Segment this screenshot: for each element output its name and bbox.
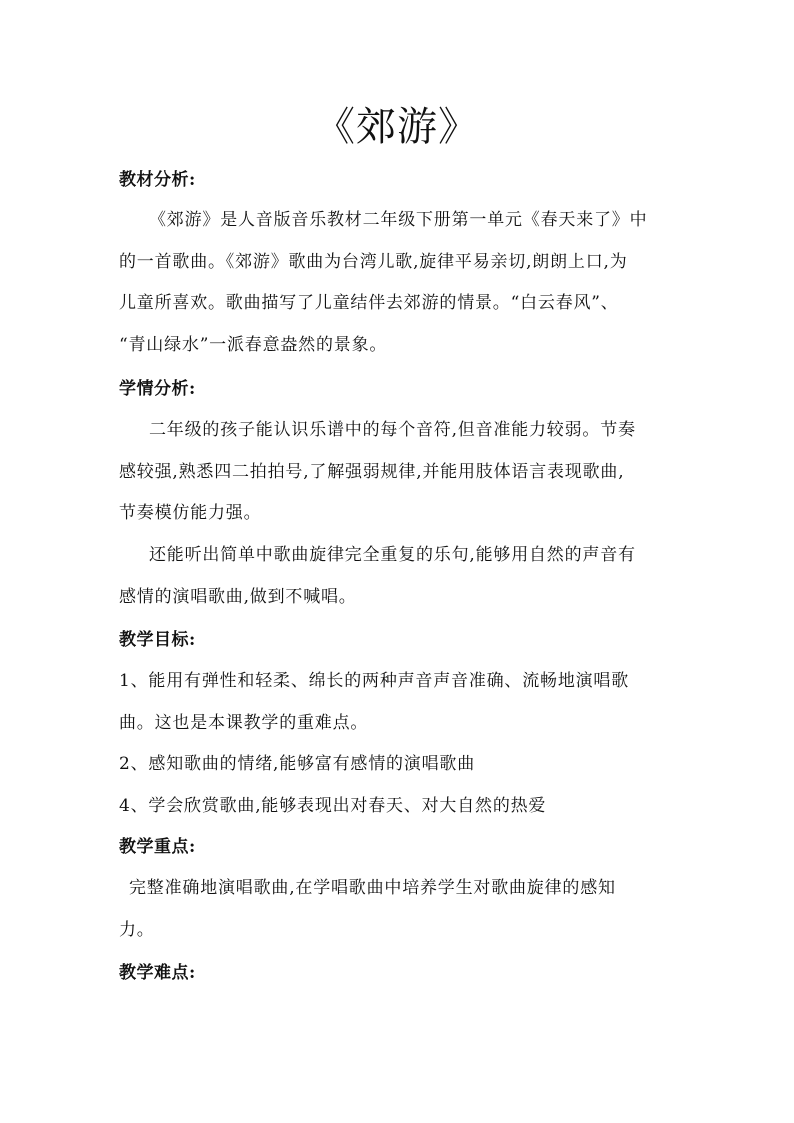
material-analysis-line-4: “青山绿水”一派春意盎然的景象。 <box>119 334 388 355</box>
heading-teaching-difficulty: 教学难点: <box>119 963 196 983</box>
page-title: 《郊游》 <box>315 104 479 150</box>
material-analysis-line-1: 《郊游》是人音版音乐教材二年级下册第一单元《春天来了》中 <box>149 210 648 230</box>
student-analysis-line-5: 感情的演唱歌曲,做到不喊唱。 <box>119 586 357 607</box>
student-analysis-paragraph-2 <box>119 535 679 618</box>
teaching-goal-line-4: 4、学会欣赏歌曲,能够表现出对春天、对大自然的热爱 <box>119 795 547 816</box>
material-analysis-paragraph <box>119 200 679 366</box>
material-analysis-line-3: 儿童所喜欢。歌曲描写了儿童结伴去郊游的情景。“白云春风”、 <box>119 293 619 313</box>
teaching-goal-line-2: 曲。这也是本课教学的重难点。 <box>119 712 369 733</box>
student-analysis-line-3: 节奏模仿能力强。 <box>119 503 262 523</box>
student-analysis-line-4: 还能听出简单中歌曲旋律完全重复的乐句,能够用自然的声音有 <box>149 545 636 565</box>
material-analysis-line-2: 的一首歌曲。《郊游》歌曲为台湾儿歌,旋律平易亲切,朗朗上口,为 <box>119 251 628 272</box>
heading-teaching-goals: 教学目标: <box>119 630 196 650</box>
heading-student-analysis: 学情分析: <box>119 379 196 399</box>
student-analysis-line-1: 二年级的孩子能认识乐谱中的每个音符,但音准能力较弱。节奏 <box>149 420 636 440</box>
teaching-focus-paragraph <box>119 868 679 951</box>
student-analysis-line-2: 感较强,熟悉四二拍拍号,了解强弱规律,并能用肢体语言表现歌曲, <box>119 461 625 482</box>
teaching-focus-line-1: 完整准确地演唱歌曲,在学唱歌曲中培养学生对歌曲旋律的感知 <box>129 878 616 898</box>
teaching-goal-line-1: 1、能用有弹性和轻柔、绵长的两种声音声音准确、流畅地演唱歌 <box>119 671 630 691</box>
teaching-focus-line-2: 力。 <box>119 919 155 940</box>
student-analysis-paragraph-1 <box>119 410 679 535</box>
heading-teaching-focus: 教学重点: <box>119 837 196 857</box>
heading-material-analysis: 教材分析: <box>119 170 196 190</box>
teaching-goals-list <box>119 661 679 827</box>
teaching-goal-line-3: 2、感知歌曲的情绪,能够富有感情的演唱歌曲 <box>119 754 476 774</box>
